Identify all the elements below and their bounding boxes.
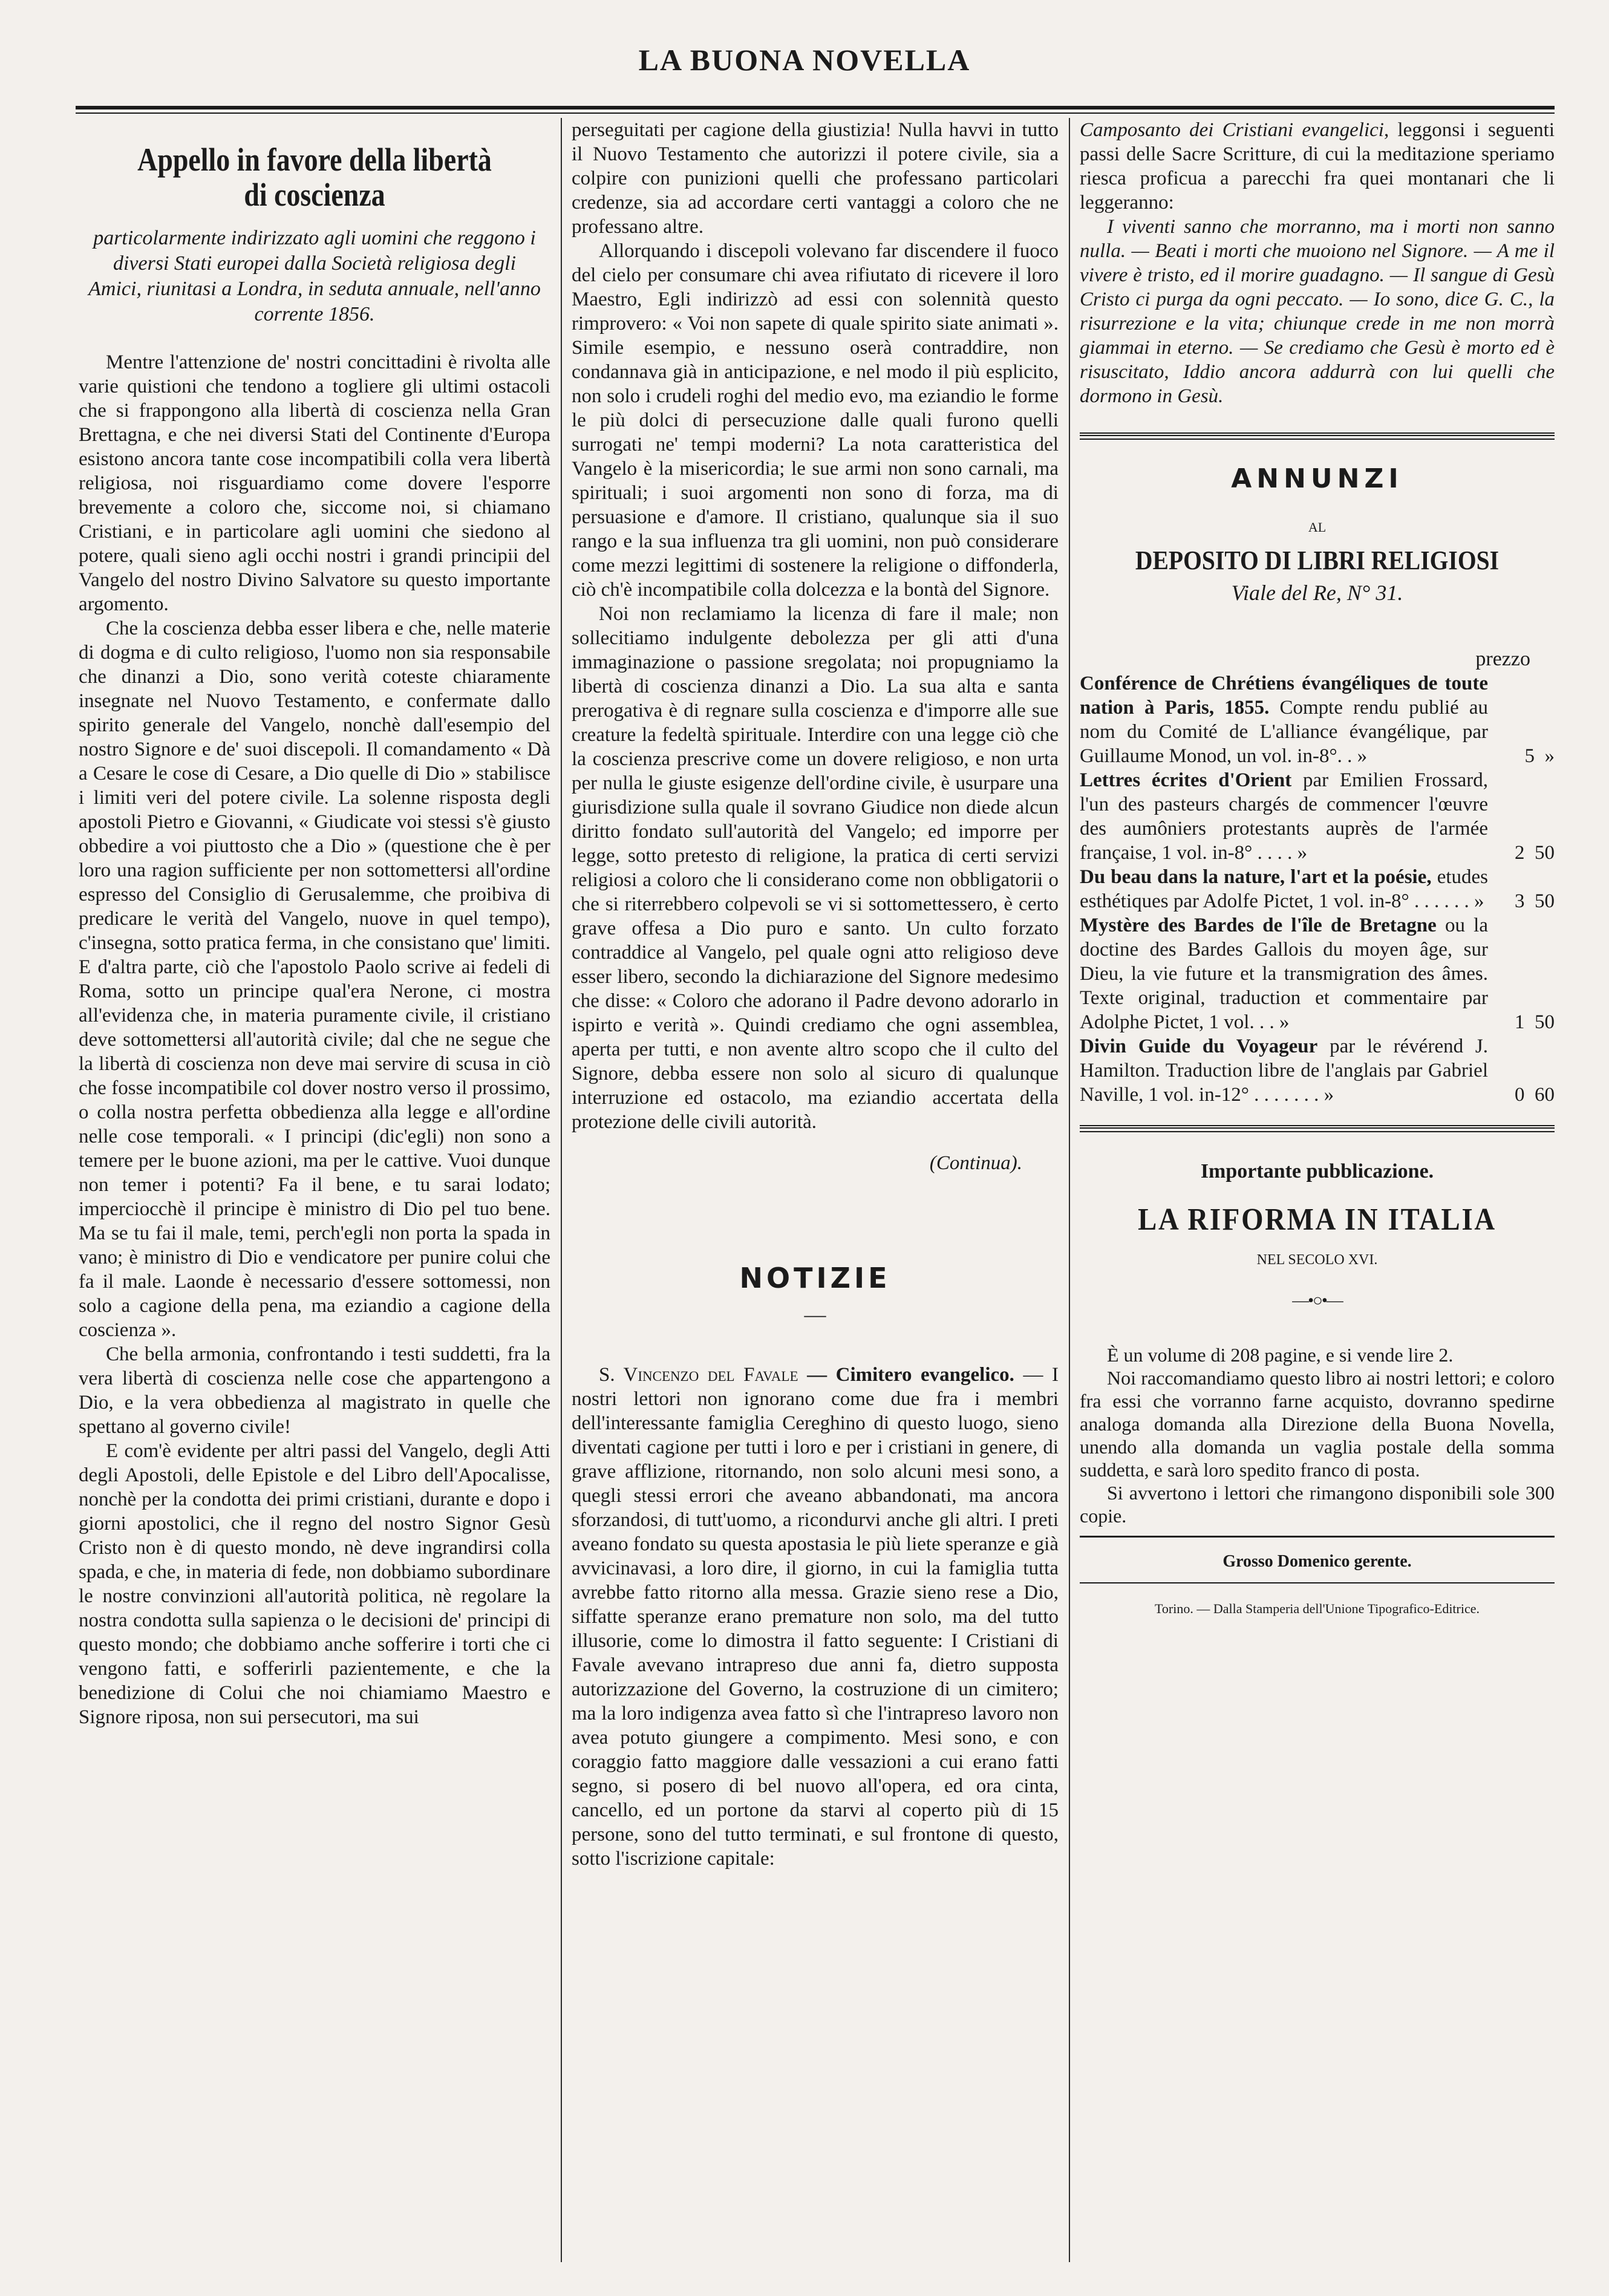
book-desc: Compte rendu publié au nom du Comité de L'alliance évangélique, par Guillaume Monod, un vol. in-8°. . » (1080, 697, 1488, 767)
news-text: — I nostri lettori non ignorano come due fra i membri dell'interessante famiglia Cereghino di questo luogo, sieno diventati cagione per tutti i loro e per i cristiani in genere, di grave afflizione, ritornando, non solo alcuni mesi sono, a quegli stessi errori che aveano abbandonati, ma ancora sforzandosi, di tutt'uomo, a ricondurvi anche gli altri. I preti aveano fondato su questa apostasia le più liete speranze e già avvicinavasi, a loro dire, il giorno, in cui la famiglia tutta avrebbe fatto ritorno alla messa. Grazie sieno rese a Dio, siffatte speranze erano premature non solo, ma del tutto illusorie, come lo dimostra il fatto seguente: I Cristiani di Favale avevano intrapreso due anni fa, dietro supposta autorizzazione del Governo, la costruzione di un cimitero; ma la loro indigenza avea fatto sì che l'intrapreso lavoro non avea potuto giungere a compimento. Mesi sono, e con coraggio fatto maggiore dalle vessazioni a cui erano fatti segno, si posero di bel nuovo all'opera, ed ora cinta, cancello, ed un portone da starvi al coperto più di 15 persone, sono del tutto terminati, e sul frontone di questo, sotto l'iscrizione capitale: (572, 1364, 1059, 1870)
news-continuation (1080, 118, 1555, 215)
book-price: 1 50 (1515, 1011, 1555, 1033)
masthead: LA BUONA NOVELLA (638, 43, 971, 77)
article-title (114, 142, 515, 212)
riforma-paragraph: Si avvertono i lettori che rimangono disponibili sole 300 copie. (1080, 1482, 1555, 1527)
deposito-address: Viale del Re, N° 31. (1231, 581, 1403, 605)
news-headline: — Cimitero evangelico. (807, 1364, 1014, 1386)
masthead-rule-thin (76, 113, 1555, 114)
masthead-rule (76, 106, 1555, 109)
printer-line: Torino. — Dalla Stamperia dell'Unione Tipografico-Editrice. (1154, 1601, 1480, 1616)
book-listing (1080, 913, 1555, 1034)
book-price: 3 50 (1515, 890, 1555, 912)
book-title: Du beau dans la nature, l'art et la poésie, (1080, 866, 1432, 888)
section-separator (1080, 432, 1555, 440)
riforma-paragraph: Noi raccomandiamo questo libro ai nostri lettori; e coloro fra essi che vorranno farne acquisto, dovranno spedirne analoga domanda alla Direzione della Buona Novella, unendo alla domanda un vaglia postale della somma suddetta, e sarà loro spedito franco di posta. (1080, 1367, 1555, 1481)
scripture-quotes: I viventi sanno che morranno, ma i morti non sanno nulla. — Beati i morti che muoiono nel Signore. — A me il vivere è tristo, ed il morire guadagno. — Il sangue di Gesù Cristo ci purga da ogni peccato. — Io sono, dice G. C., la risurrezione e la vita; chiunque crede in me non morrà giammai in eterno. — Se crediamo che Gesù è morto ed è risuscitato, Iddio ancora addurrà con lui quelli che dormono in Gesù. (1080, 216, 1555, 407)
article-paragraph: Che la coscienza debba esser libera e che, nelle materie di dogma e di culto religioso, l'uomo non sia responsabile che dinanzi a Dio, sono verità coteste chiaramente insegnate nel Nuovo Testamento, e confermate dallo spirito generale del Vangelo, nonchè dall'esempio del nostro Signore e de' suoi discepoli. Il comandamento « Dà a Cesare le cose di Cesare, a Dio quelle di Dio » stabilisce i limiti veri del potere civile. La solenne risposta degli apostoli Pietro e Giovanni, « Giudicate voi stessi s'è giusto obbedire a voi piuttosto che a Dio » (questione che è per loro una ragion sufficiente per non sottomettersi all'ordine espresso del Consiglio di Gerusalemme, che proibiva di predicare le verità del Vangelo, nuove in quel tempo), c'insegna, sotto pratica ferma, in che consistano que' limiti. E d'altra parte, ciò che l'apostolo Paolo scrive ai fedeli di Roma, sotto un principe qual'era Nerone, ci mostra all'evidenza che, in materia puramente civile, il cristiano deve sottomettersi all'autorità civile; dal che ne segue che la libertà di coscienza non deve mai servire di scusa in ciò che fosse incompatibile col dover nostro verso il prossimo, o colla nostra perfetta obbedienza alla legge e all'ordine nelle cose temporali. « I principi (dic'egli) non sono a temere per le buone azioni, ma per le cattive. Vuoi dunque non temer i potenti? Fa il bene, e tu sarai lodato; imperciocchè il principe è ministro di Dio pel tuo bene. Ma se tu fai il male, temi, perch'egli non porta la spada in vano; è ministro di Dio e vendicatore per punire colui che fa il male. Laonde è necessario d'essere sottomessi, non solo a cagione della pena, ma eziandio a cagione della coscienza ». (79, 618, 550, 1341)
section-separator (1080, 1125, 1555, 1132)
book-listing (1080, 1034, 1555, 1107)
book-listing (1080, 671, 1555, 768)
book-title: Mystère des Bardes de l'île de Bretagne (1080, 915, 1437, 936)
article-paragraph: E com'è evidente per altri passi del Vangelo, degli Atti degli Apostoli, delle Epistole e del Libro dell'Apocalisse, nonchè per la condotta dei primi cristiani, durante e dopo i giorni apostolici, che il regno del nostro Signor Gesù Cristo non è di questo mondo, nè deve ingrandirsi colla spada, e che, in materia di fede, non dobbiamo subordinare le nostre convinzioni all'autorità politica, nè regolare la nostra condotta sulla sapienza o le decisioni de' principi di questo mondo; che dobbiamo anche sofferire i torti che ci vengono fatti, e sofferirli pazientemente, e che la benedizione di Colui che noi chiamiamo Maestro e Signore riposa, non sui persecutori, ma sui (79, 1440, 550, 1728)
column-divider (1069, 118, 1070, 2262)
book-desc: etudes esthétiques par Adolfe Pictet, 1 vol. in-8° . . . . . . » (1080, 866, 1488, 912)
news-text-2: , leggonsi i seguenti passi delle Sacre Scritture, di cui la meditazione speriamo riesca proficua a parecchi fra quei montanari che li leggeranno: (1080, 119, 1555, 214)
article-paragraph: Noi non reclamiamo la licenza di fare il male; non sollecitiamo indulgente debolezza per gli atti d'una immaginazione o passione sregolata; noi propugniamo la libertà di coscienza dinanzi a Dio. La sua alta e santa prerogativa è di regnare sulla coscienza e d'imporre alle sue creature la fedeltà spirituale. Interdire con una legge ciò che la coscienza prescrive come un dovere religioso, e non urta per nulla le giuste esigenze dell'ordine civile, è usurpare una giurisdizione sulla quale il sovrano Giudice non diede alcun diritto fondato sull'autorità del Vangelo; ed imporre per legge, sotto pretesto di religione, la pratica di certi servizi religiosi a coloro che li considerano come non obbligatorii o che si riterrebbero colpevoli se vi si sottomettessero, è certo grave offesa a Dio puro e santo. Un culto forzato contraddice al Vangelo, pel quale ogni atto religioso deve esser libero, secondo la dichiarazione del Signore medesimo che disse: « Coloro che adorano il Padre devono adorarlo in ispirto e verità ». Quindi crediamo che ogni assemblea, aperta per tutti, e non avente altro scopo che il culto del Signore, debba essere non solo al sicuro di qualunque interruzione ed ostacolo, ma eziandio accertata della protezione delle civili autorità. (572, 603, 1059, 1133)
annunzi-al: AL (1308, 520, 1327, 535)
importante-heading: Importante pubblicazione. (1200, 1160, 1434, 1182)
article-paragraph: Allorquando i discepoli volevano far discendere il fuoco del cielo per consumare chi avea rifiutato di ricevere il loro Maestro, Egli indirizzò ad essi con solennità questo rimprovero: « Voi non sapete di quale spirito siate animati ». Simile esempio, e nessuno oserà contraddire, non condannava già in anticipazione, e nel modo il più esplicito, non solo i crudeli roghi del medio evo, ma eziandio le forme le più dolci di persecuzione dalle quali furono quelli surrogati ne' tempi moderni? La nota caratteristica del Vangelo è la misericordia; le sue armi non sono carnali, ma spirituali; i suoi argomenti non sono di forza, ma di persuasione e d'amore. Il cristiano, qualunque sia il suo rango e la sua influenza tra gli uomini, non può considerare come mezzi legittimi di sostenere la religione o diffonderla, ciò ch'è incompatibile colla dolcezza e la bontà del Signore. (572, 240, 1059, 601)
book-price: 0 60 (1515, 1084, 1555, 1106)
column-3 (1080, 118, 1555, 2262)
book-desc: par Emilien Frossard, l'un des pasteurs chargés de commencer l'œuvre des aumôniers protestants auprès de l'armée française, 1 vol. in-8° . . . . » (1080, 769, 1488, 864)
footer-rule (1080, 1536, 1555, 1538)
book-desc: ou la doctine des Bardes Gallois du moyen âge, sur Dieu, la vie future et la transmigration des âmes. Texte original, traduction et commentaire par Adolphe Pictet, 1 vol. . . » (1080, 915, 1488, 1033)
book-listing (1080, 768, 1555, 865)
gerente-line: Grosso Domenico gerente. (1222, 1552, 1412, 1571)
article-subtitle: particolarmente indirizzato agli uomini che reggono i diversi Stati europei dalla Società religiosa degli Amici, riunitasi a Londra, in seduta annuale, nell'anno corrente 1856. (88, 227, 541, 325)
section-dash: — (804, 1302, 826, 1326)
deposito-title: DEPOSITO DI LIBRI RELIGIOSI (1135, 546, 1500, 575)
article-paragraph: perseguitati per cagione della giustizia! Nulla havvi in tutto il Nuovo Testamento che autorizzi il potere civile, sia a colpire con punizioni quelli che professano particolari credenze, sia ad accordare certi vantaggi a coloro che ne professano altre. (572, 119, 1059, 238)
column-divider (561, 118, 562, 2262)
article-title-line: di coscienza (244, 177, 385, 213)
book-title: Conférence de Chrétiens évangéliques de toute nation à Paris, 1855. (1080, 673, 1488, 719)
column-2 (572, 118, 1059, 2262)
article-title-line: Appello in favore della libertà (137, 142, 492, 178)
article-paragraph: Mentre l'attenzione de' nostri concittadini è rivolta alle varie quistioni che tendono a togliere gli ultimi ostacoli che si frappongono alla libertà di coscienza nella Gran Brettagna, e che nei diversi Stati del Continente d'Europa esistono ancora tante cose incompatibili colla vera libertà religiosa, noi risguardiamo come dovere l'esporre brevemente a coloro che, siccome noi, si chiamano Cristiani, e in particolare agli uomini che siedono al potere, quali sieno agli occhi nostri i grandi principii del Vangelo del nostro Divino Salvatore su questo importante argomento. (79, 351, 550, 615)
column-1 (79, 118, 550, 2262)
book-title: Divin Guide du Voyageur (1080, 1035, 1318, 1057)
news-inscription: Camposanto dei Cristiani evangelici (1080, 119, 1384, 141)
ornament: —•○•— (1292, 1291, 1342, 1310)
book-price: 5 » (1524, 745, 1555, 767)
annunzi-heading: ANNUNZI (1231, 463, 1403, 494)
notizie-heading: NOTIZIE (739, 1262, 891, 1294)
book-title: Lettres écrites d'Orient (1080, 769, 1292, 791)
riforma-subtitle: NEL SECOLO XVI. (1256, 1252, 1378, 1268)
news-place: S. Vincenzo del Favale (599, 1364, 798, 1386)
prezzo-label: prezzo (1475, 648, 1530, 670)
book-listing (1080, 865, 1555, 913)
riforma-title: LA RIFORMA IN ITALIA (1138, 1202, 1496, 1237)
article-paragraph: Che bella armonia, confrontando i testi suddetti, fra la vera libertà di coscienza nelle cose che appartengono a Dio, e la vera obbedienza al magistrato in quelle che spettano al governo civile! (79, 1343, 550, 1438)
news-item (572, 1363, 1059, 1871)
riforma-text (1080, 1343, 1555, 1527)
continua-note: (Continua). (929, 1152, 1022, 1174)
book-desc: par le révérend J. Hamilton. Traduction libre de l'anglais par Gabriel Naville, 1 vol. in-12° . . . . . . . » (1080, 1035, 1488, 1106)
footer-rule (1080, 1582, 1555, 1583)
riforma-paragraph: È un volume di 208 pagine, e si vende lire 2. (1107, 1344, 1454, 1366)
book-price: 2 50 (1515, 842, 1555, 864)
